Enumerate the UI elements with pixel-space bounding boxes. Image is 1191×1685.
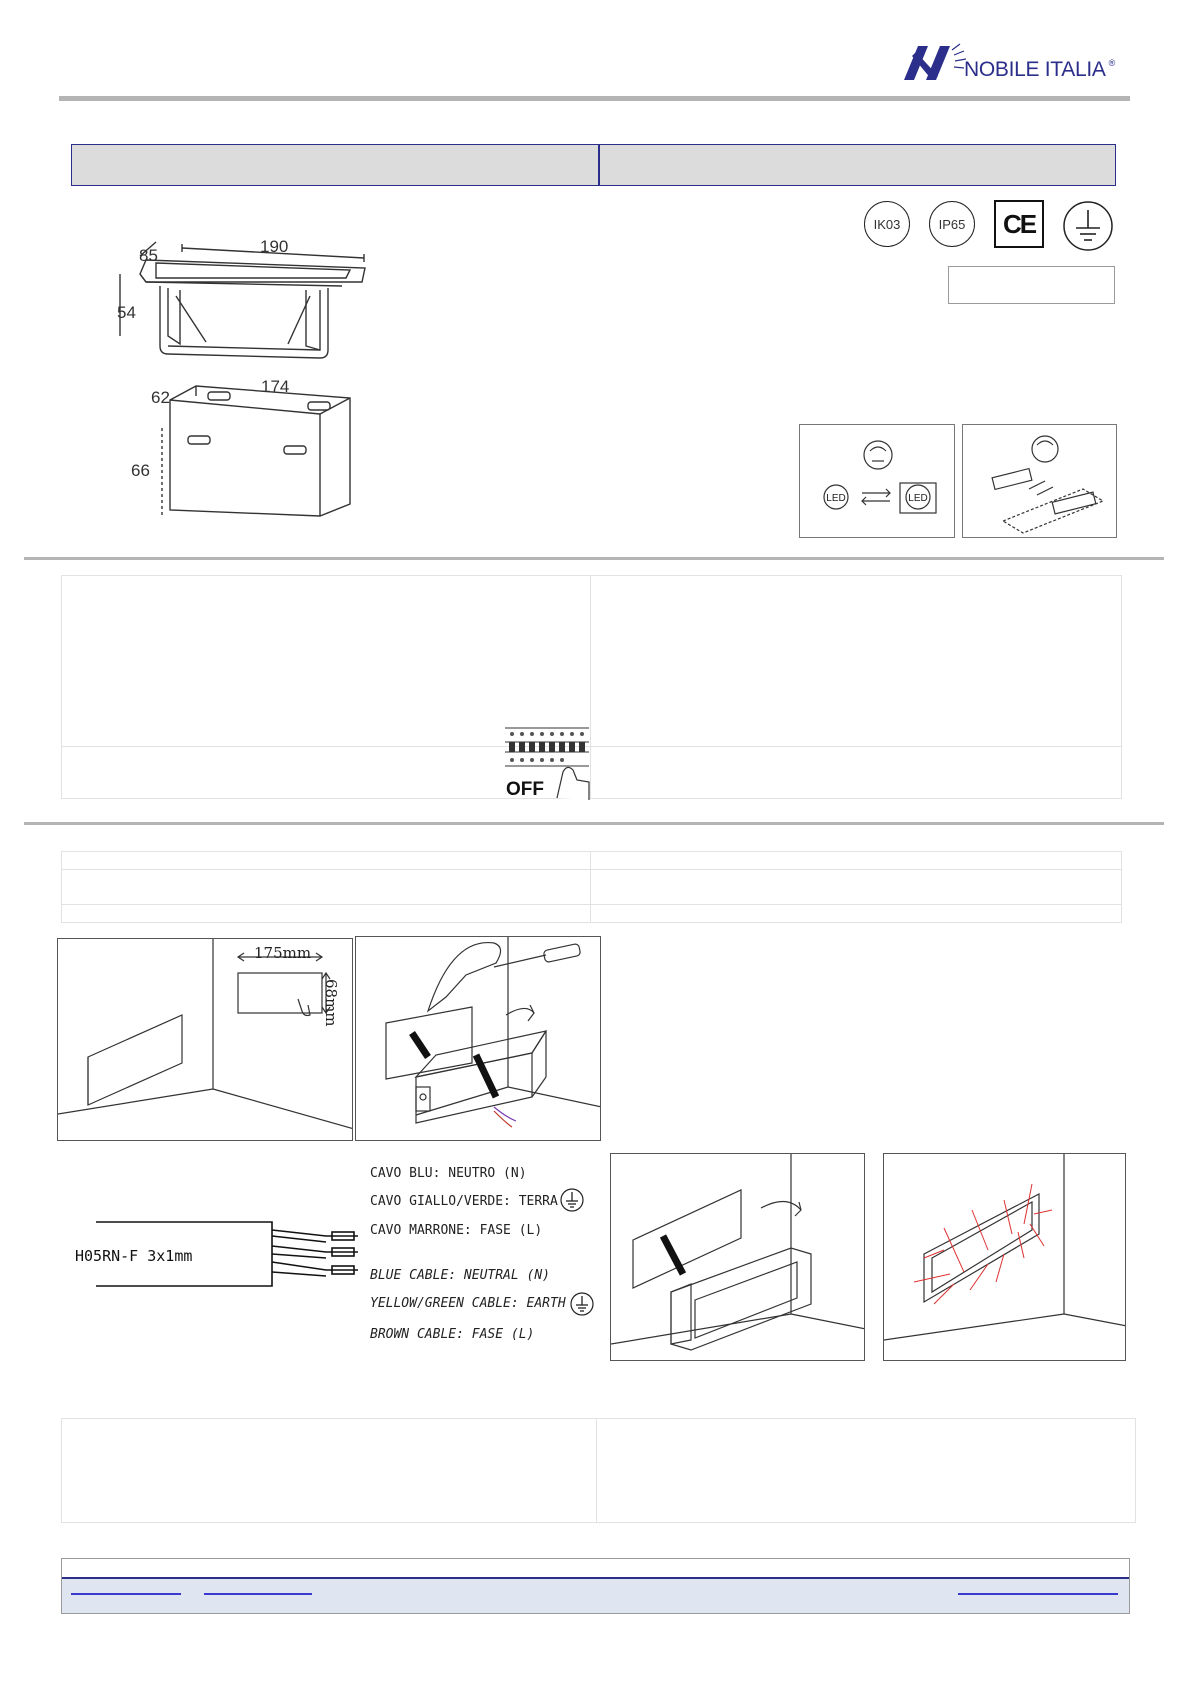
earth-ground-icon [1062, 200, 1114, 252]
section-rule-2 [24, 822, 1164, 825]
install-cell-3l [61, 904, 591, 923]
svg-text:LED: LED [826, 493, 846, 504]
ip65-badge-icon: IP65 [929, 201, 975, 247]
ik03-badge-icon: IK03 [864, 201, 910, 247]
wire-line-it-1: CAVO BLU: NEUTRO (N) [370, 1166, 527, 1181]
wire-line-en-2: YELLOW/GREEN CABLE: EARTH [370, 1296, 566, 1311]
box-drawing [160, 384, 360, 534]
earth-icon-it [560, 1188, 584, 1212]
svg-text:LED: LED [908, 493, 928, 504]
frame-height-label: 54 [117, 303, 136, 322]
wall-cutout-drawing [58, 939, 353, 1141]
driver-replaceable-icon [963, 425, 1117, 538]
breaker-off-icon [503, 720, 591, 800]
cutout-height-label: 68mm [322, 979, 340, 1027]
maintenance-cell-left [61, 1418, 597, 1523]
safety-cell-right-bottom [590, 746, 1122, 799]
maintenance-cell-right [596, 1418, 1136, 1523]
box-width-label: 174 [261, 377, 290, 396]
step-cutout-panel [57, 938, 353, 1141]
wire-line-en-3: BROWN CABLE: FASE (L) [370, 1327, 535, 1342]
step-insert-box-panel [355, 936, 601, 1141]
ce-mark-icon: CE [994, 200, 1044, 248]
section-rule-1 [24, 557, 1164, 560]
step-insert-fixture-panel [610, 1153, 865, 1361]
off-label: OFF [506, 779, 544, 800]
driver-replaceable-panel [962, 424, 1117, 538]
step-finished-panel [883, 1153, 1126, 1361]
frame-width-label: 190 [260, 237, 289, 256]
footer-top-line [62, 1577, 1129, 1579]
footer [61, 1558, 1130, 1614]
cable-type-label: H05RN-F 3x1mm [75, 1247, 193, 1265]
led-replaceable-icon [800, 425, 955, 538]
install-cell-1r [590, 851, 1122, 870]
wire-line-it-3: CAVO MARRONE: FASE (L) [370, 1223, 543, 1238]
header-rule [59, 96, 1130, 101]
brand-name: NOBILE ITALIA ® [964, 58, 1115, 81]
footer-link-3[interactable] [958, 1593, 1118, 1595]
title-bar [71, 144, 1116, 186]
install-cell-2r [590, 869, 1122, 905]
earth-icon-en [570, 1292, 594, 1316]
wire-line-it-2: CAVO GIALLO/VERDE: TERRA [370, 1194, 558, 1209]
footer-band [62, 1577, 1129, 1613]
led-replaceable-panel [799, 424, 955, 538]
insert-fixture-drawing [611, 1154, 865, 1361]
insert-box-drawing [356, 937, 601, 1141]
install-cell-1l [61, 851, 591, 870]
wire-line-en-1: BLUE CABLE: NEUTRAL (N) [370, 1268, 551, 1283]
safety-cell-right [590, 575, 1122, 747]
box-depth-label: 62 [151, 388, 170, 407]
finished-fixture-drawing [884, 1154, 1126, 1361]
product-code-box [948, 266, 1115, 304]
install-cell-2l [61, 869, 591, 905]
box-height-label: 66 [131, 461, 150, 480]
footer-link-1[interactable] [71, 1593, 181, 1595]
frame-depth-label: 85 [139, 246, 158, 265]
footer-link-2[interactable] [204, 1593, 312, 1595]
title-bar-divider [598, 145, 600, 185]
nobile-logo-icon [900, 42, 970, 84]
cutout-width-label: 175mm [254, 944, 312, 962]
install-cell-3r [590, 904, 1122, 923]
